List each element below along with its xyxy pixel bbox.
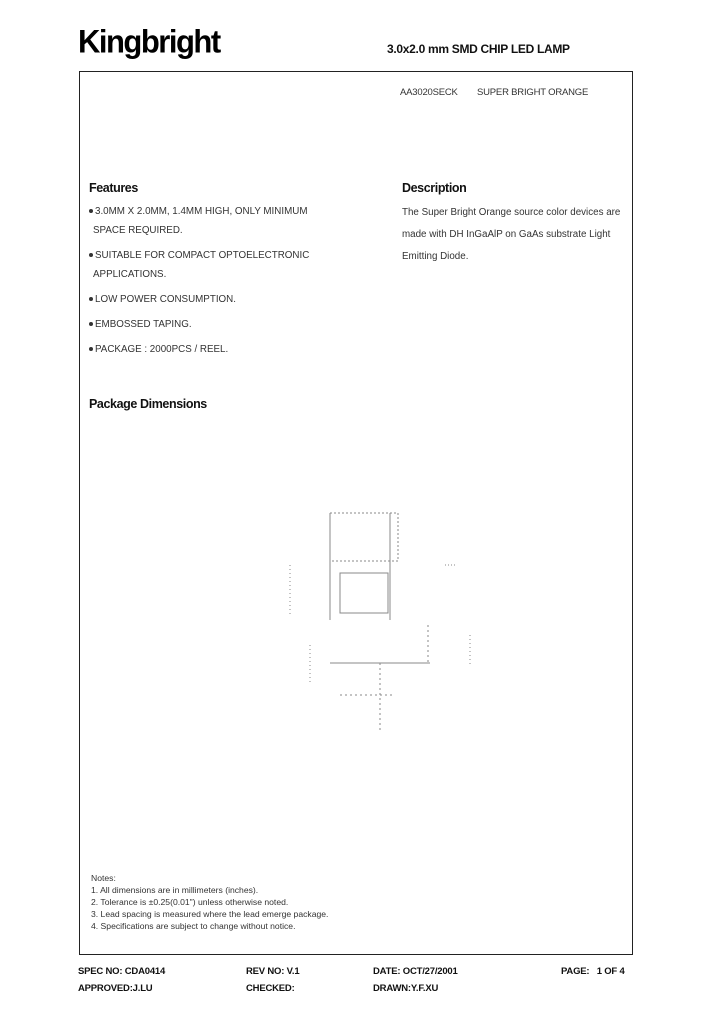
feature-item: LOW POWER CONSUMPTION. <box>89 290 389 309</box>
approved-by: APPROVED:J.LU <box>78 983 153 994</box>
top-view-outline <box>330 513 398 561</box>
notes-heading: Notes: <box>91 873 116 883</box>
package-dimensions-heading: Package Dimensions <box>89 397 207 411</box>
brand-logo: Kingbright <box>78 23 220 60</box>
bullet-icon <box>89 322 93 326</box>
bullet-icon <box>89 253 93 257</box>
page-number: PAGE: 1 OF 4 <box>561 966 625 977</box>
part-number: AA3020SECK <box>400 87 458 98</box>
notes-block <box>91 872 328 932</box>
drawn-by: DRAWN:Y.F.XU <box>373 983 439 994</box>
part-description: SUPER BRIGHT ORANGE <box>477 87 589 98</box>
side-view-outline <box>340 573 388 613</box>
bullet-icon <box>89 347 93 351</box>
feature-item: SUITABLE FOR COMPACT OPTOELECTRONIC <box>89 246 389 265</box>
description-text: The Super Bright Orange source color devices are made with DH InGaAlP on GaAs substrate Light Emitting Diode. <box>402 207 621 262</box>
note-item: 2. Tolerance is ±0.25(0.01") unless otherwise noted. <box>91 897 289 907</box>
note-item: 4. Specifications are subject to change without notice. <box>91 921 296 931</box>
features-heading: Features <box>89 181 138 195</box>
feature-item: 3.0MM X 2.0MM, 1.4MM HIGH, ONLY MINIMUM <box>89 202 389 221</box>
revision-number: REV NO: V.1 <box>246 966 300 977</box>
description-heading: Description <box>402 181 467 195</box>
feature-item: SPACE REQUIRED. <box>93 225 183 236</box>
note-item: 1. All dimensions are in millimeters (inches). <box>91 885 259 895</box>
bullet-icon <box>89 297 93 301</box>
document-title: 3.0x2.0 mm SMD CHIP LED LAMP <box>387 42 570 56</box>
feature-item: APPLICATIONS. <box>93 269 167 280</box>
features-list <box>89 202 389 365</box>
checked-by: CHECKED: <box>246 983 295 994</box>
spec-number: SPEC NO: CDA0414 <box>78 966 166 977</box>
note-item: 3. Lead spacing is measured where the lead emerge package. <box>91 909 329 919</box>
date: DATE: OCT/27/2001 <box>373 966 458 977</box>
feature-item: EMBOSSED TAPING. <box>89 315 389 334</box>
feature-item: PACKAGE : 2000PCS / REEL. <box>89 340 389 359</box>
bullet-icon <box>89 209 93 213</box>
package-dimension-drawing <box>230 495 490 745</box>
